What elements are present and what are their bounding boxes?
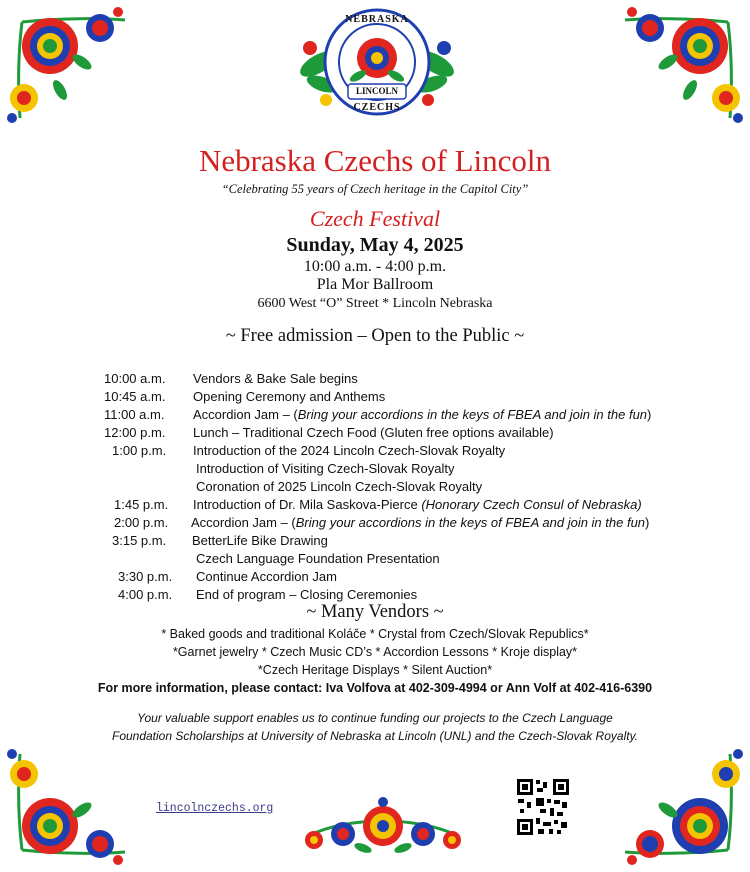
- schedule-desc: Continue Accordion Jam: [196, 569, 337, 584]
- schedule-desc: Introduction of Visiting Czech-Slovak Royalty: [196, 461, 455, 476]
- event-time: 10:00 a.m. - 4:00 p.m.: [303, 258, 447, 275]
- schedule-desc: Introduction of the 2024 Lincoln Czech-Slovak Royalty: [193, 443, 506, 458]
- folk-flower-corner-bottom-left: [0, 742, 135, 872]
- support-note-line1: Your valuable support enables us to continue funding our projects to the Czech Language: [137, 711, 613, 725]
- schedule-note: Bring your accordions in the keys of FBEA and join in the fun: [295, 515, 646, 530]
- logo-top-text: NEBRASKA: [345, 14, 409, 25]
- contact-info: For more information, please contact: Iva Volfova at 402-309-4994 or Ann Volf at 402-416-6390: [97, 681, 653, 695]
- folk-flower-corner-top-left: [0, 0, 135, 125]
- website-link[interactable]: lincolnczechs.org: [156, 802, 274, 815]
- schedule-time: 10:00 a.m.: [104, 371, 166, 386]
- schedule-desc: [193, 407, 651, 422]
- schedule-desc: Vendors & Bake Sale begins: [193, 371, 358, 386]
- vendors-line: *Czech Heritage Displays * Silent Auction*: [257, 663, 493, 677]
- event-address: 6600 West “O” Street * Lincoln Nebraska: [257, 296, 493, 311]
- schedule-time: 10:45 a.m.: [104, 389, 166, 404]
- schedule-time: 3:15 p.m.: [112, 533, 167, 548]
- event-venue: Pla Mor Ballroom: [316, 276, 434, 293]
- folk-flower-garland: [298, 796, 468, 862]
- schedule-desc-tail: ): [645, 515, 650, 530]
- schedule-time: 12:00 p.m.: [104, 425, 166, 440]
- schedule-desc-tail: ): [647, 407, 652, 422]
- tagline: “Celebrating 55 years of Czech heritage in the Capitol City”: [221, 182, 529, 196]
- schedule-time: 11:00 a.m.: [104, 407, 165, 422]
- qr-code[interactable]: [516, 778, 570, 836]
- schedule-desc: Czech Language Foundation Presentation: [196, 551, 440, 566]
- event-date: Sunday, May 4, 2025: [286, 234, 464, 256]
- schedule-desc: Lunch – Traditional Czech Food (Gluten free options available): [193, 425, 554, 440]
- admission-note: ~ Free admission – Open to the Public ~: [225, 326, 525, 346]
- schedule-time: 3:30 p.m.: [118, 569, 173, 584]
- schedule-time: 4:00 p.m.: [118, 587, 173, 602]
- schedule-desc: [193, 497, 642, 512]
- logo-bottom-text: CZECHS: [353, 102, 401, 113]
- schedule-desc: End of program – Closing Ceremonies: [196, 587, 418, 602]
- schedule-desc: Opening Ceremony and Anthems: [193, 389, 386, 404]
- logo-middle-text: LINCOLN: [355, 86, 398, 96]
- schedule-desc-text: Accordion Jam – (: [193, 407, 298, 422]
- schedule-note: Bring your accordions in the keys of FBEA and join in the fun: [297, 407, 648, 422]
- event-name: Czech Festival: [309, 206, 441, 231]
- logo: [292, 6, 462, 118]
- schedule-time: 1:00 p.m.: [112, 443, 167, 458]
- vendors-heading: ~ Many Vendors ~: [306, 602, 444, 622]
- schedule-desc: [191, 515, 649, 530]
- schedule-time: 2:00 p.m.: [114, 515, 169, 530]
- vendors-line: * Baked goods and traditional Koláče * Crystal from Czech/Slovak Republics*: [161, 627, 589, 641]
- folk-flower-corner-bottom-right: [615, 742, 750, 872]
- page-title: Nebraska Czechs of Lincoln: [198, 143, 552, 178]
- schedule-note: (Honorary Czech Consul of Nebraska): [421, 497, 642, 512]
- support-note-line2: Foundation Scholarships at University of Nebraska at Lincoln (UNL) and the Czech-Slovak Royalty.: [111, 729, 639, 743]
- schedule-time: 1:45 p.m.: [114, 497, 169, 512]
- schedule-desc-text: Introduction of Dr. Mila Saskova-Pierce: [193, 497, 422, 512]
- folk-flower-corner-top-right: [615, 0, 750, 125]
- schedule-desc: BetterLife Bike Drawing: [192, 533, 328, 548]
- schedule-desc: Coronation of 2025 Lincoln Czech-Slovak Royalty: [196, 479, 483, 494]
- schedule-desc-text: Accordion Jam – (: [191, 515, 296, 530]
- vendors-line: *Garnet jewelry * Czech Music CD’s * Accordion Lessons * Kroje display*: [172, 645, 578, 659]
